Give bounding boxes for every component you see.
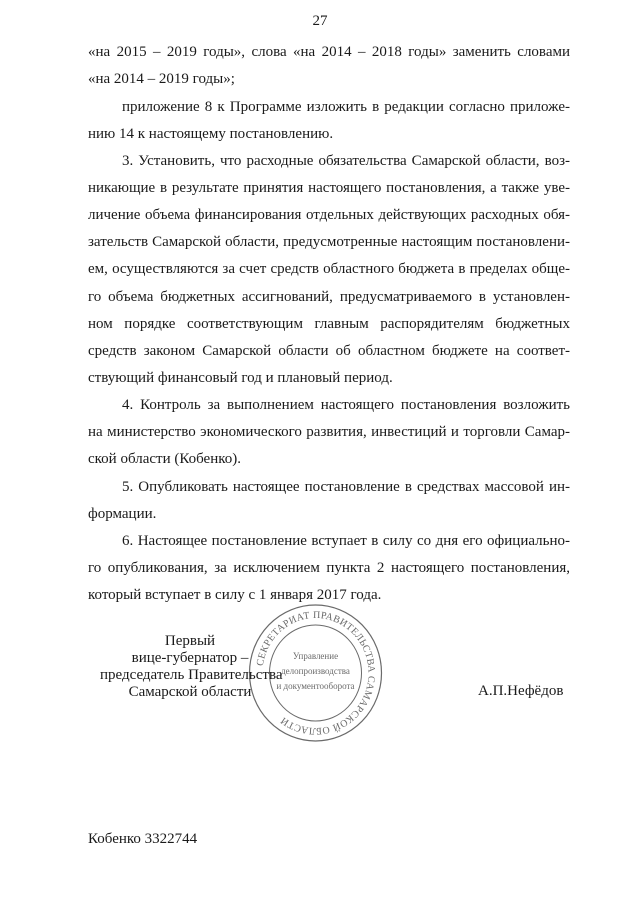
body-line: средств законом Самарской области об областном бюджете на соответ- (88, 343, 570, 359)
body-line: 4. Контроль за выполнением настоящего постановления возложить (122, 397, 570, 413)
stamp-inner-line: Управление (292, 651, 339, 661)
body-line: 6. Настоящее постановление вступает в силу со дня его официально- (122, 533, 570, 549)
signatory-name: А.П.Нефёдов (478, 683, 564, 699)
signatory-title-line: председатель Правительства (100, 667, 283, 683)
body-line: го опубликования, за исключением пункта 2 настоящего постановления, (88, 560, 570, 576)
body-line: приложение 8 к Программе изложить в редакции согласно приложе- (122, 99, 570, 115)
signatory-title-line: Самарской области (128, 684, 252, 700)
stamp-inner-line: делопроизводства (281, 666, 350, 676)
body-line: зательств Самарской области, предусмотренные настоящим постановлени- (88, 234, 570, 250)
body-line: го объема бюджетных ассигнований, предусматриваемого в установлен- (88, 289, 570, 305)
body-line: личение объема финансирования отдельных действующих расходных обя- (88, 207, 570, 223)
body-line: ствующий финансовый год и плановый период. (88, 370, 393, 386)
body-line: нию 14 к настоящему постановлению. (88, 126, 334, 142)
body-line: ном порядке соответствующим главным распорядителям бюджетных (88, 316, 570, 332)
body-line: 3. Установить, что расходные обязательства Самарской области, воз- (122, 153, 570, 169)
body-line: 5. Опубликовать настоящее постановление в средствах массовой ин- (122, 479, 570, 495)
executor-info: Кобенко 3322744 (88, 831, 198, 847)
signatory-title (100, 633, 283, 701)
body-line: ем, осуществляются за счет средств областного бюджета в пределах обще- (88, 261, 570, 277)
body-line: «на 2015 – 2019 годы», слова «на 2014 – 2018 годы» заменить словами (88, 44, 570, 60)
body-line: никающие в результате принятия настоящего постановления, а также уве- (88, 180, 570, 196)
body-line: который вступает в силу с 1 января 2017 года. (88, 587, 382, 603)
signatory-title-line: Первый (164, 633, 216, 649)
stamp-inner-line: и документооборота (276, 681, 355, 691)
signatory-title-line: вице-губернатор – (131, 650, 249, 666)
body-line: ской области (Кобенко). (88, 451, 241, 467)
body-line: на министерство экономического развития, инвестиций и торговли Самар- (88, 424, 570, 440)
body-line: формации. (88, 506, 157, 522)
body-line: «на 2014 – 2019 годы»; (88, 71, 235, 87)
page-number: 27 (312, 13, 328, 29)
stamp-ring-text: СЕКРЕТАРИАТ ПРАВИТЕЛЬСТВА САМАРСКОЙ ОБЛАСТИ (254, 609, 377, 737)
